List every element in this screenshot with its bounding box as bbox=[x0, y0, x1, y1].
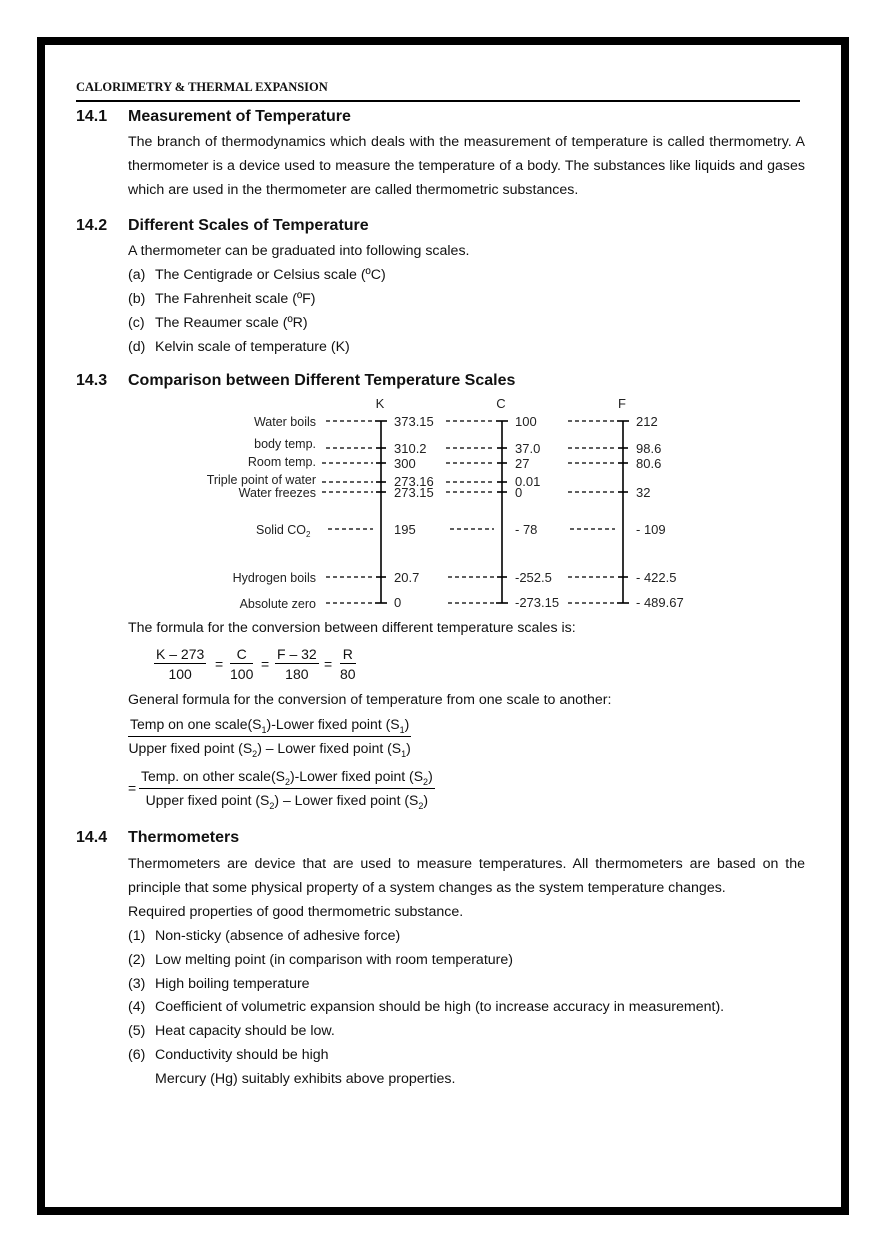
closing-note: Mercury (Hg) suitably exhibits above properties. bbox=[155, 1071, 456, 1087]
label-room-temp: Room temp. bbox=[247, 455, 316, 469]
scale-head-k: K bbox=[375, 396, 385, 411]
scale-head-c: C bbox=[496, 396, 506, 411]
list-marker: (4) bbox=[128, 999, 146, 1015]
c-value: 0 bbox=[515, 485, 523, 500]
equals-sign: = bbox=[128, 780, 137, 796]
section-number: 14.3 bbox=[76, 372, 108, 389]
list-item: The Reaumer scale (ºR) bbox=[155, 315, 308, 331]
paragraph: General formula for the conversion of temperature from one scale to another: bbox=[128, 692, 612, 708]
general-formula-s1: Temp on one $scale(S_1)$-Lower fixed point $(S_1)$ Upper fixed point $(S_2)$ – Lower fixed point $(S_1)$ bbox=[128, 716, 411, 759]
k-value: 273.15 bbox=[394, 485, 434, 500]
equals-sign: = bbox=[215, 656, 224, 672]
list-marker: (d) bbox=[128, 339, 146, 355]
f-value: 80.6 bbox=[636, 456, 662, 471]
scale-head-f: F bbox=[618, 396, 626, 411]
f-value: - 109 bbox=[636, 522, 666, 537]
section-title: Comparison between Different Temperature Scales bbox=[128, 372, 516, 389]
section-number: 14.2 bbox=[76, 217, 108, 234]
list-marker: (5) bbox=[128, 1023, 146, 1039]
k-value: 195 bbox=[394, 522, 416, 537]
list-marker: (3) bbox=[128, 976, 146, 992]
label-hydrogen-boils: Hydrogen boils bbox=[232, 571, 316, 585]
paragraph: Required properties of good thermometric substance. bbox=[128, 904, 464, 920]
equals-sign: = bbox=[324, 656, 333, 672]
list-marker: (1) bbox=[128, 928, 146, 944]
list-item: The Fahrenheit scale (ºF) bbox=[155, 291, 316, 307]
paragraph: The formula for the conversion between different temperature scales is: bbox=[128, 620, 576, 636]
section-number: 14.1 bbox=[76, 108, 108, 125]
c-value: 37.0 bbox=[515, 441, 541, 456]
k-value: 0 bbox=[394, 595, 402, 610]
section-number: 14.4 bbox=[76, 829, 108, 846]
list-item: Low melting point (in comparison with room temperature) bbox=[155, 952, 513, 968]
f-value: 32 bbox=[636, 485, 651, 500]
list-item: High boiling temperature bbox=[155, 976, 310, 992]
list-item: Non-sticky (absence of adhesive force) bbox=[155, 928, 401, 944]
c-value: 100 bbox=[515, 414, 537, 429]
chapter-header: CALORIMETRY & THERMAL EXPANSION bbox=[76, 80, 800, 102]
fraction-reaumur: $\frac{R}{80}$ bbox=[340, 646, 356, 682]
c-value: 0.01 bbox=[515, 474, 541, 489]
f-value: 98.6 bbox=[636, 441, 662, 456]
c-value: -273.15 bbox=[515, 595, 560, 610]
paragraph: The branch of thermodynamics which deals with the measurement of temperature is called thermometry. A thermometer is a device used to measure the temperature of a body. The substances like liquids and gases which are used in the thermometer are called thermometric substances. bbox=[128, 134, 805, 198]
list-item: Heat capacity should be low. bbox=[155, 1023, 335, 1039]
f-value: - 489.67 bbox=[636, 595, 684, 610]
k-value: 273.16 bbox=[394, 474, 434, 489]
k-value: 373.15 bbox=[394, 414, 434, 429]
section-title: Different Scales of Temperature bbox=[128, 217, 369, 234]
f-value: 212 bbox=[636, 414, 658, 429]
list-marker: (6) bbox=[128, 1047, 146, 1063]
list-item: Kelvin scale of temperature (K) bbox=[155, 339, 350, 355]
fraction-celsius: $\frac{C}{100}$ bbox=[230, 646, 254, 682]
label-solid-co2: Solid $CO_2$ bbox=[256, 523, 311, 539]
list-item: Coefficient of volumetric expansion should be high (to increase accuracy in measurement). bbox=[155, 999, 725, 1015]
paragraph: Thermometers are device that are used to measure temperatures. All thermometers are based on the principle that some physical property of a system changes as the system temperature changes. bbox=[128, 856, 805, 896]
fraction-fahrenheit: $\frac{F - 32}{180}$ bbox=[277, 646, 317, 682]
general-formula-s2: Temp. on other $scale(S_2)$-Lower fixed point $(S_2)$ Upper fixed point $(S_2)$ – Lower fixed point $(S_2)$ bbox=[141, 768, 433, 811]
fraction-kelvin: $\frac{K - 273}{100}$ bbox=[156, 646, 205, 682]
list-marker: (a) bbox=[128, 267, 146, 283]
label-triple-point: Triple point of water bbox=[206, 473, 316, 487]
label-absolute-zero: Absolute zero bbox=[239, 597, 316, 611]
f-value: - 422.5 bbox=[636, 570, 677, 585]
k-value: 20.7 bbox=[394, 570, 420, 585]
label-body-temp: body temp. bbox=[254, 437, 316, 451]
section-title: Measurement of Temperature bbox=[128, 108, 351, 125]
label-water-freezes: Water freezes bbox=[238, 486, 316, 500]
c-value: -252.5 bbox=[515, 570, 552, 585]
list-marker: (2) bbox=[128, 952, 146, 968]
c-value: - 78 bbox=[515, 522, 538, 537]
list-marker: (c) bbox=[128, 315, 145, 331]
c-value: 27 bbox=[515, 456, 530, 471]
temperature-scales-diagram bbox=[0, 390, 880, 620]
k-value: 310.2 bbox=[394, 441, 427, 456]
list-marker: (b) bbox=[128, 291, 146, 307]
paragraph: A thermometer can be graduated into following scales. bbox=[128, 243, 470, 259]
label-water-boils: Water boils bbox=[253, 415, 316, 429]
list-item: Conductivity should be high bbox=[155, 1047, 329, 1063]
list-item: The Centigrade or Celsius scale (ºC) bbox=[155, 267, 386, 283]
k-value: 300 bbox=[394, 456, 416, 471]
equals-sign: = bbox=[261, 656, 270, 672]
section-title: Thermometers bbox=[128, 829, 240, 846]
